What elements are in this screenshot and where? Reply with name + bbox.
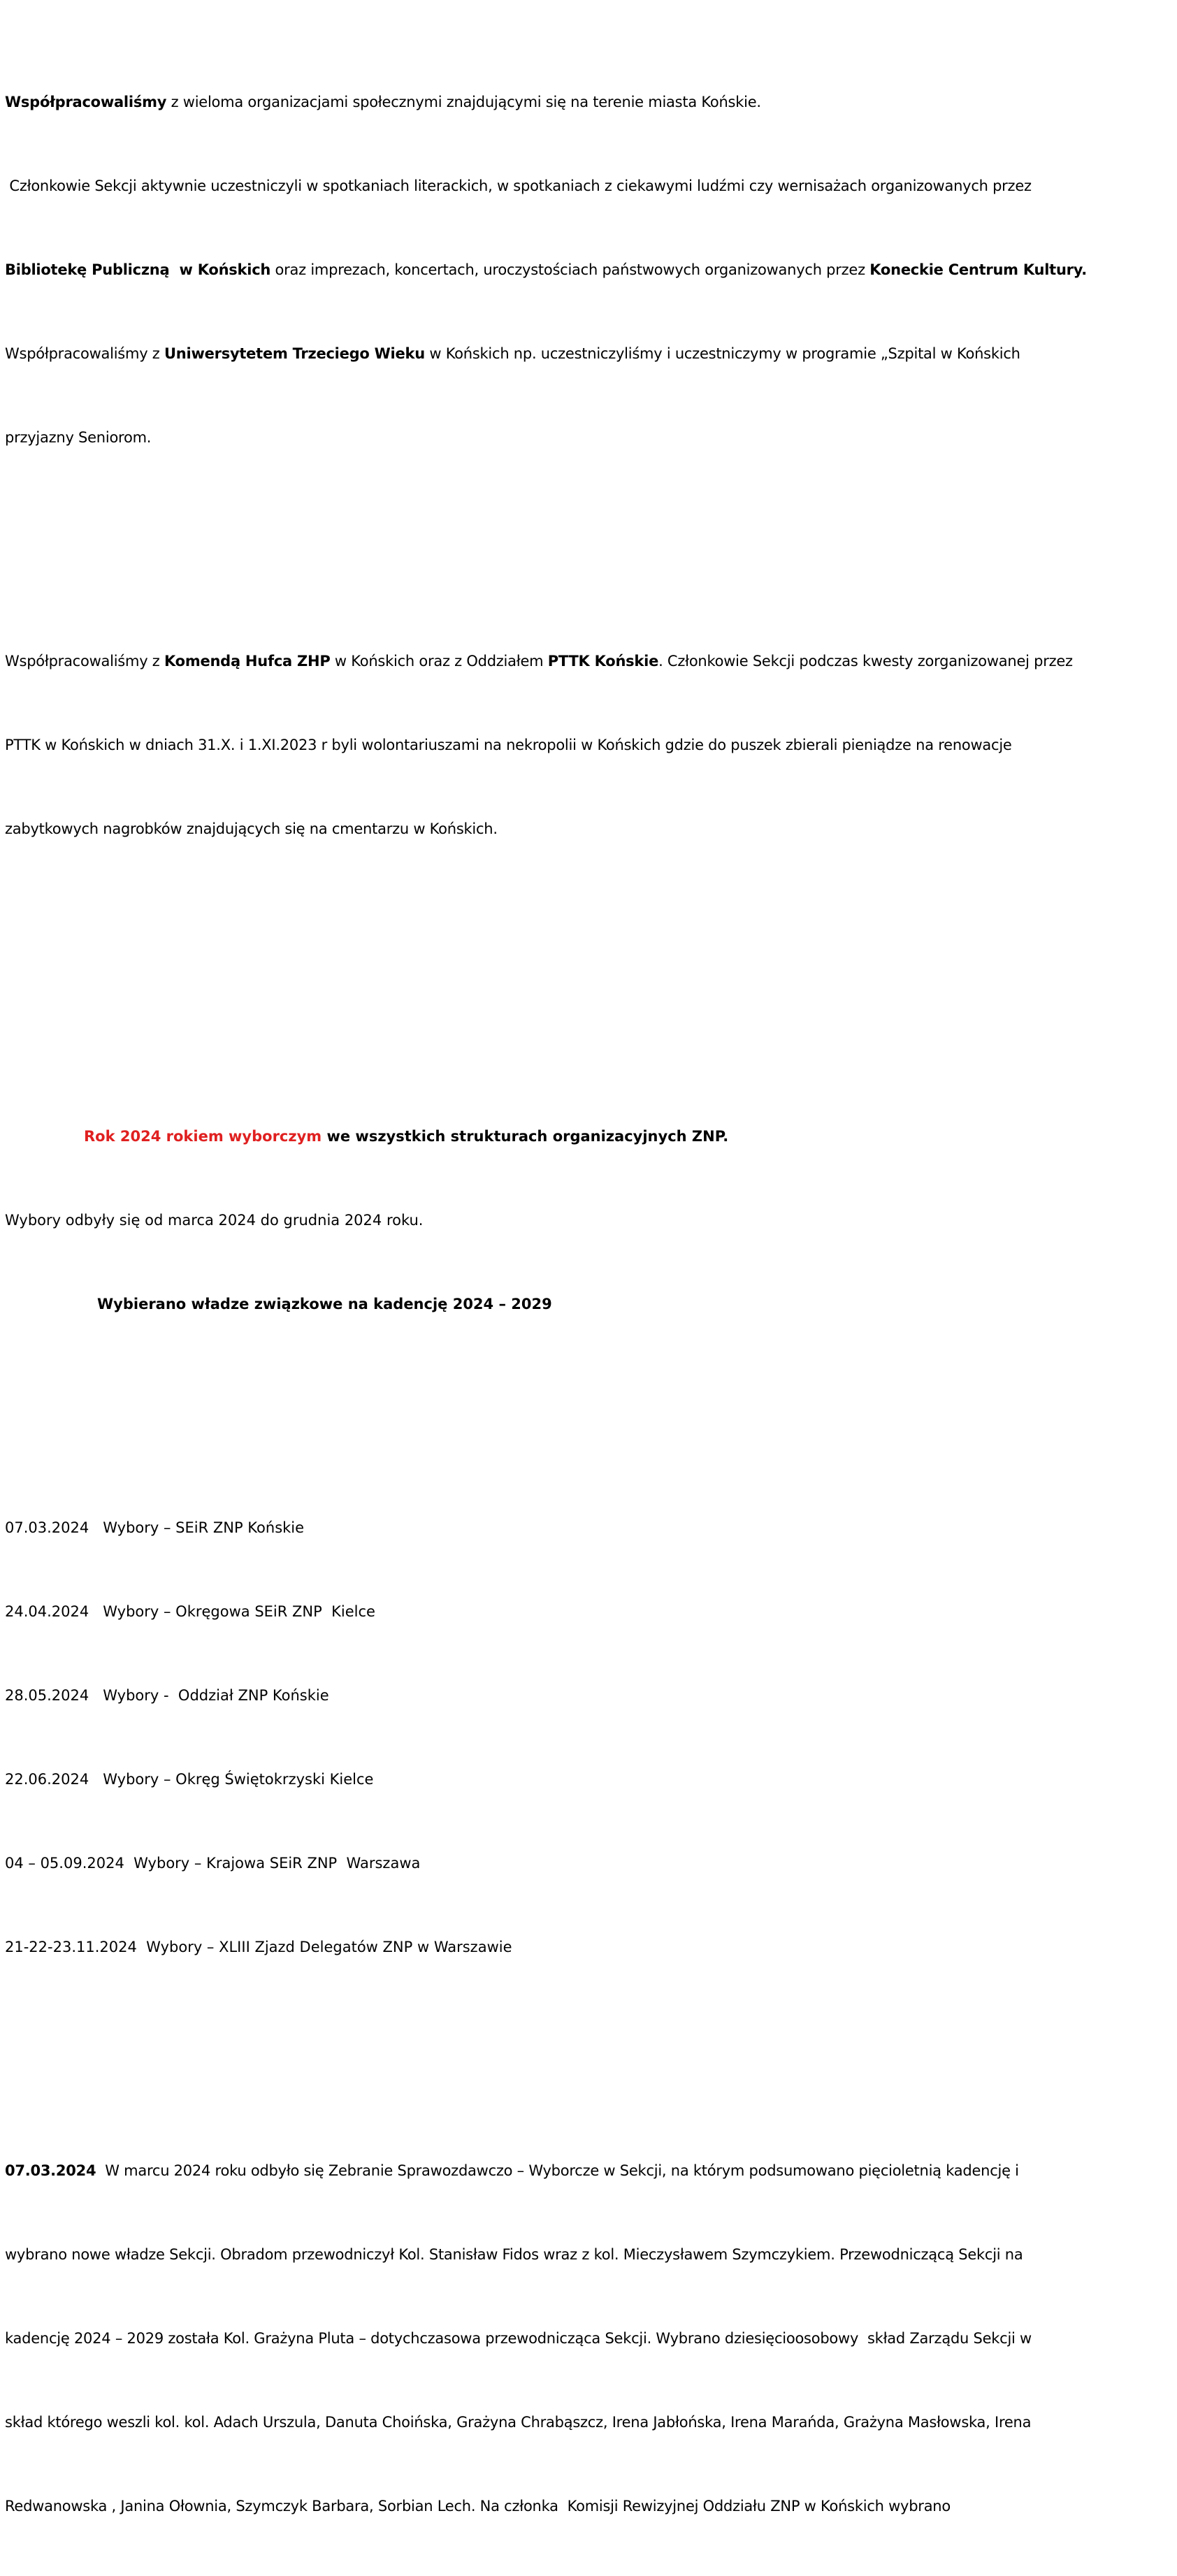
spacer xyxy=(5,2045,1165,2073)
spacer xyxy=(5,927,1165,1039)
paragraph-meeting-line-1: 07.03.2024 W marcu 2024 roku odbyło się Zebranie Sprawozdawczo – Wyborcze w Sekcji, na którym podsumowano pięcioletnią kadencję i xyxy=(5,2162,1019,2179)
paragraph-cooperation-line-2: Członkowie Sekcji aktywnie uczestniczyli w spotkaniach literackich, w spotkaniach z ciekawymi ludźmi czy wernisażach organizowanych przez xyxy=(5,178,1032,194)
election-list-item: 28.05.2024 Wybory - Oddział ZNP Końskie xyxy=(5,1687,329,1704)
spacer xyxy=(5,1402,1165,1430)
paragraph-meeting-line-3: kadencję 2024 – 2029 została Kol. Grażyna Pluta – dotychczasowa przewodnicząca Sekcji. Wybrano dziesięcioosobowy skład Zarządu Sekcji w xyxy=(5,2330,1032,2347)
paragraph-zhp-pttk-line-2: PTTK w Końskich w dniach 31.X. i 1.XI.2023 r byli wolontariuszami na nekropolii w Końskich gdzie do puszek zbierali pieniądze na renowacje xyxy=(5,737,1012,753)
paragraph-zhp-pttk-line-3: zabytkowych nagrobków znajdujących się na cmentarzu w Końskich. xyxy=(5,820,498,837)
election-list-item: 21-22-23.11.2024 Wybory – XLIII Zjazd Delegatów ZNP w Warszawie xyxy=(5,1939,512,1955)
document-page xyxy=(5,4,1165,2576)
paragraph-meeting-line-4: skład którego weszli kol. kol. Adach Urszula, Danuta Choińska, Grażyna Chrabąszcz, Irena Jabłońska, Irena Marańda, Grażyna Masłowska, Irena xyxy=(5,2414,1032,2431)
spacer xyxy=(5,535,1165,563)
paragraph-zhp-pttk-line-1: Współpracowaliśmy z Komendą Hufca ZHP w Końskich oraz z Oddziałem PTTK Końskie. Członkowie Sekcji podczas kwesty zorganizowanej przez xyxy=(5,653,1073,670)
paragraph-meeting-line-2: wybrano nowe władze Sekcji. Obradom przewodniczył Kol. Stanisław Fidos wraz z kol. Mieczysławem Szymczykiem. Przewodniczącą Sekcji na xyxy=(5,2246,1023,2263)
paragraph-cooperation-line-1: Współpracowaliśmy z wieloma organizacjami społecznymi znajdującymi się na terenie miasta Końskie. xyxy=(5,94,761,110)
election-list-item: 22.06.2024 Wybory – Okręg Świętokrzyski Kielce xyxy=(5,1771,374,1788)
election-list-item: 04 – 05.09.2024 Wybory – Krajowa SEiR ZNP Warszawa xyxy=(5,1855,421,1872)
election-list-item: 07.03.2024 Wybory – SEiR ZNP Końskie xyxy=(5,1519,305,1536)
election-period: Wybory odbyły się od marca 2024 do grudnia 2024 roku. xyxy=(5,1212,424,1229)
term-subheading: Wybierano władze związkowe na kadencję 2024 – 2029 xyxy=(97,1296,552,1312)
paragraph-meeting-line-5: Redwanowska , Janina Ołownia, Szymczyk Barbara, Sorbian Lech. Na członka Komisji Rewizyjnej Oddziału ZNP w Końskich wybrano xyxy=(5,2498,951,2515)
paragraph-cooperation-line-4: Współpracowaliśmy z Uniwersytetem Trzeciego Wieku w Końskich np. uczestniczyliśmy i uczestniczymy w programie „Szpital w Końskich xyxy=(5,345,1020,362)
election-year-heading: Rok 2024 rokiem wyborczym we wszystkich strukturach organizacyjnych ZNP. xyxy=(84,1128,729,1145)
paragraph-cooperation-line-5: przyjazny Seniorom. xyxy=(5,429,152,446)
election-list-item: 24.04.2024 Wybory – Okręgowa SEiR ZNP Kielce xyxy=(5,1603,375,1620)
paragraph-cooperation-line-3: Bibliotekę Publiczną w Końskich oraz imprezach, koncertach, uroczystościach państwowych organizowanych przez Koneckie Centrum Kultury. xyxy=(5,261,1087,278)
